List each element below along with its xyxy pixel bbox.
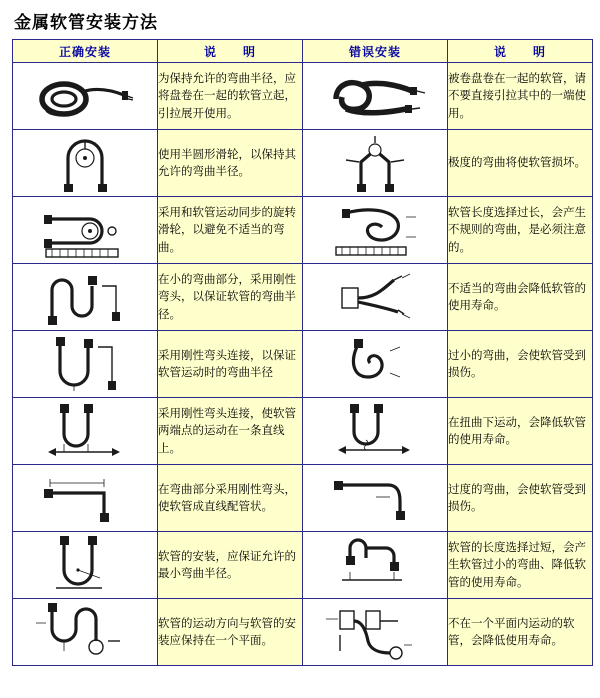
page-title: 金属软管安装方法 — [14, 13, 158, 33]
wrong-description: 过小的弯曲，会使软管受到损伤。 — [448, 331, 593, 398]
correct-figure-cell — [13, 130, 158, 197]
correct-figure-cell — [13, 264, 158, 331]
wrong-figure-cell — [303, 532, 448, 599]
correct-description: 软管的安装，应保证允许的最小弯曲半径。 — [158, 532, 303, 599]
wrong-figure-cell — [303, 63, 448, 130]
correct-description: 采用刚性弯头连接，使软管两端点的运动在一条直线上。 — [158, 398, 303, 465]
out-of-plane-motion-icon — [306, 601, 444, 663]
table-header — [13, 40, 593, 63]
wrong-description: 软管的长度选择过短，会产生软管过小的弯曲、降低软管的使用寿命。 — [448, 532, 593, 599]
table-row — [13, 599, 593, 666]
correct-description: 采用刚性弯头连接，以保证软管运动时的弯曲半径 — [158, 331, 303, 398]
header-correct-desc: 说 明 — [158, 40, 303, 63]
table-row — [13, 130, 593, 197]
wrong-description: 不适当的弯曲会降低软管的使用寿命。 — [448, 264, 593, 331]
correct-description: 为保持允许的弯曲半径，应将盘卷在一起的软管立起，引拉展开使用。 — [158, 63, 303, 130]
twisted-hose-icon — [306, 400, 444, 462]
correct-figure-cell — [13, 331, 158, 398]
wrong-figure-cell — [303, 331, 448, 398]
table-row — [13, 197, 593, 264]
correct-description: 在弯曲部分采用刚性弯头，使软管成直线配管状。 — [158, 465, 303, 532]
table-row — [13, 331, 593, 398]
table-row — [13, 63, 593, 130]
min-bend-radius-icon — [16, 534, 154, 596]
wrong-figure-cell — [303, 398, 448, 465]
table-row — [13, 264, 593, 331]
coiled-hose-icon — [16, 65, 154, 127]
header-correct-install: 正确安装 — [13, 40, 158, 63]
improper-bend-icon — [306, 266, 444, 328]
semicircular-pulley-icon — [16, 132, 154, 194]
correct-description: 采用和软管运动同步的旋转滑轮，以避免不适当的弯曲。 — [158, 197, 303, 264]
too-small-bend-icon — [306, 333, 444, 395]
wrong-description: 过度的弯曲，会使软管受到损伤。 — [448, 465, 593, 532]
wrong-description: 不在一个平面内运动的软管，会降低使用寿命。 — [448, 599, 593, 666]
wrong-figure-cell — [303, 130, 448, 197]
wrong-figure-cell — [303, 599, 448, 666]
straight-line-elbow-icon — [16, 400, 154, 462]
long-hose-loop-icon — [306, 199, 444, 261]
straight-piping-elbow-icon — [16, 467, 154, 529]
header-wrong-desc: 说 明 — [448, 40, 593, 63]
correct-figure-cell — [13, 532, 158, 599]
rigid-bend-support-icon — [16, 266, 154, 328]
wrong-figure-cell — [303, 465, 448, 532]
too-long-hose-icon — [306, 534, 444, 596]
table-header-row — [13, 40, 593, 63]
correct-figure-cell — [13, 599, 158, 666]
wrong-description: 在扭曲下运动，会降低软管的使用寿命。 — [448, 398, 593, 465]
header-wrong-install: 错误安装 — [303, 40, 448, 63]
wrong-figure-cell — [303, 197, 448, 264]
correct-figure-cell — [13, 63, 158, 130]
correct-figure-cell — [13, 197, 158, 264]
wrong-description: 被卷盘卷在一起的软管，请不要直接引拉其中的一端使用。 — [448, 63, 593, 130]
sharp-bend-pulley-icon — [306, 132, 444, 194]
table-row — [13, 532, 593, 599]
correct-description: 在小的弯曲部分，采用刚性弯头，以保证软管的弯曲半径。 — [158, 264, 303, 331]
table-row — [13, 465, 593, 532]
wrong-figure-cell — [303, 264, 448, 331]
same-plane-motion-icon — [16, 601, 154, 663]
coiled-hose-pulled-icon — [306, 65, 444, 127]
rigid-elbow-connection-icon — [16, 333, 154, 395]
table-body — [13, 63, 593, 666]
correct-description: 软管的运动方向与软管的安装应保持在一个平面。 — [158, 599, 303, 666]
wrong-description: 软管长度选择过长，会产生不规则的弯曲，是必须注意的。 — [448, 197, 593, 264]
synchronized-roller-icon — [16, 199, 154, 261]
installation-methods-table — [12, 39, 593, 666]
correct-description: 使用半圆形滑轮，以保持其允许的弯曲半径。 — [158, 130, 303, 197]
excessive-bend-icon — [306, 467, 444, 529]
correct-figure-cell — [13, 465, 158, 532]
correct-figure-cell — [13, 398, 158, 465]
wrong-description: 极度的弯曲将使软管损坏。 — [448, 130, 593, 197]
table-row — [13, 398, 593, 465]
